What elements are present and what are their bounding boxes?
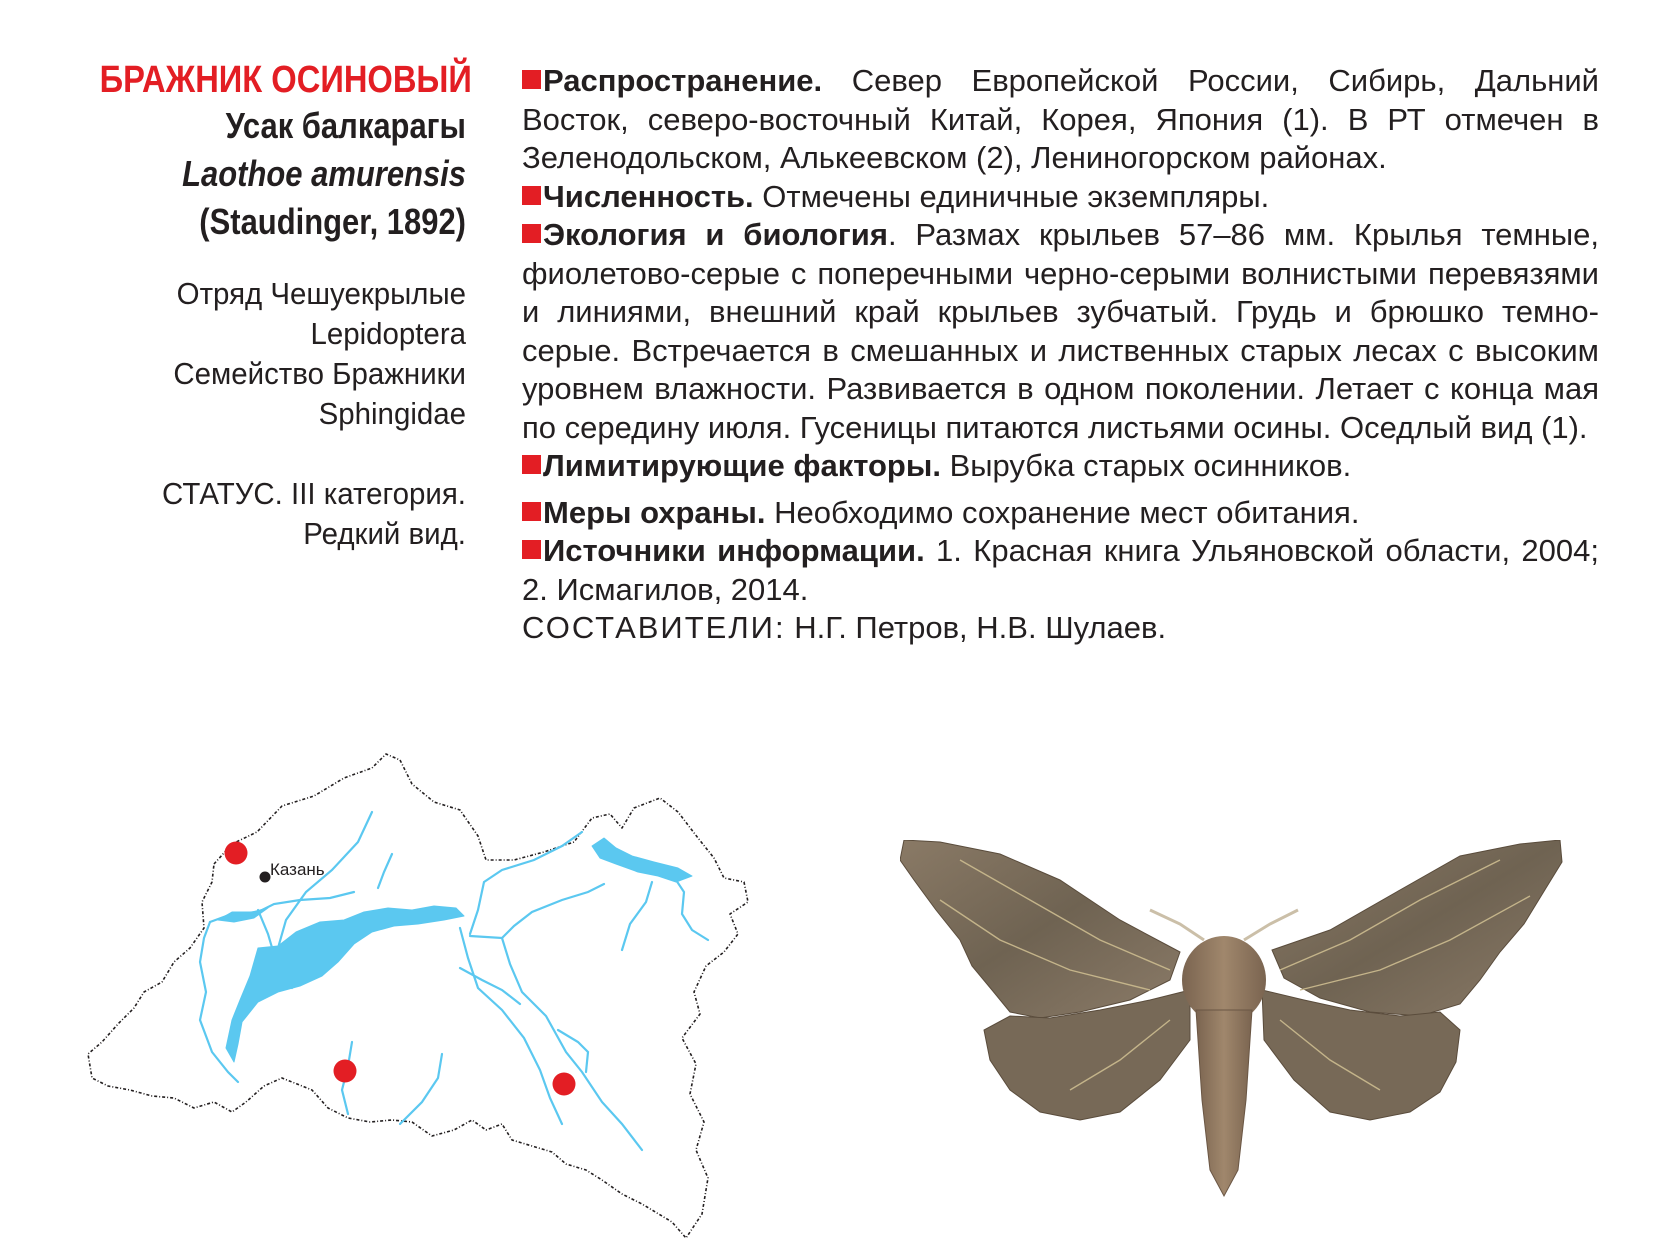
- section-marker-icon: [522, 502, 541, 521]
- status-block: [40, 474, 466, 554]
- species-description: [522, 62, 1599, 648]
- nizhnekamsk-reservoir: [592, 838, 692, 882]
- section-text: Север Европейской России, Сибирь, Дальний Восток, северо-восточный Китай, Корея, Япония (1). В РТ отмечен в Зеленодольском, Алькеевском (2), Лениногорском районах.: [522, 63, 1599, 175]
- section-text: Вырубка старых осинников.: [940, 448, 1352, 483]
- species-latin-name: Laothoe amurensis: [182, 153, 466, 194]
- taxonomy-block: [40, 274, 466, 434]
- river-zay: [502, 938, 642, 1150]
- city-label: Казань: [270, 860, 325, 879]
- river-small-2: [622, 882, 652, 950]
- river-sheshma: [460, 928, 562, 1124]
- right-antenna: [1244, 910, 1298, 940]
- section-sources: [522, 532, 1599, 609]
- order-russian: Отряд Чешуекрылые: [176, 276, 466, 311]
- status-description: Редкий вид.: [303, 516, 466, 551]
- section-text: Необходимо сохранение мест обитания.: [765, 494, 1360, 530]
- section-heading: Источники информации.: [543, 533, 925, 568]
- river-small-6: [558, 1030, 588, 1072]
- section-text: Отмечены единичные экземпляры.: [753, 178, 1270, 214]
- status-category: СТАТУС. III категория.: [162, 476, 466, 511]
- species-author: (Staudinger, 1892): [199, 201, 467, 242]
- section-heading: Численность.: [543, 178, 754, 214]
- section-marker-icon: [522, 540, 541, 559]
- section-heading: Меры охраны.: [543, 494, 766, 530]
- moth-illustration: [900, 840, 1600, 1240]
- section-protection: [522, 494, 1599, 533]
- authors-names: Н.Г. Петров, Н.В. Шулаев.: [785, 610, 1167, 645]
- section-marker-icon: [522, 224, 541, 243]
- species-title-tatar: Усак балкарагы: [225, 105, 466, 146]
- section-text: 1. Красная книга Ульяновской области, 2004; 2. Исмагилов, 2014.: [522, 533, 1599, 607]
- section-limiting-factors: [522, 447, 1599, 486]
- moth-svg: [900, 840, 1600, 1240]
- map-svg: [82, 752, 802, 1242]
- record-point: [553, 1073, 576, 1096]
- left-forewing: [900, 840, 1180, 1018]
- section-heading: Экология и биология: [543, 217, 888, 252]
- section-marker-icon: [522, 70, 541, 89]
- species-title-russian: БРАЖНИК ОСИНОВЫЙ: [99, 59, 472, 101]
- section-text: . Размах крыльев 57–86 мм. Крылья темные, фиолетово-серые с поперечными черно-серыми волнистыми перевязями и линиями, внешний край крыльев зубчатый. Грудь и брюшко темно-серые. Встречается в смешанных и лиственных старых лесах с высоким уровнем влажности. Развивается в одном поколении. Летает с конца мая по середину июля. Гусеницы питаются листьями осины. Оседлый вид (1).: [522, 217, 1599, 445]
- river-vyatka: [470, 832, 582, 934]
- river-kama-east: [470, 884, 604, 938]
- record-point: [225, 842, 248, 865]
- region-border: [88, 754, 748, 1238]
- section-abundance: [522, 178, 1599, 217]
- family-russian: Семейство Бражники: [173, 356, 466, 391]
- section-marker-icon: [522, 186, 541, 205]
- river-small-5: [400, 1054, 442, 1124]
- section-ecology: [522, 216, 1599, 447]
- section-distribution: [522, 62, 1599, 178]
- moth-abdomen: [1196, 1010, 1252, 1196]
- order-latin: Lepidoptera: [310, 316, 466, 351]
- section-authors: [522, 609, 1599, 648]
- river-small-1: [378, 854, 392, 888]
- right-forewing: [1272, 840, 1562, 1016]
- species-header: [40, 58, 472, 554]
- city-marker-icon: [260, 872, 271, 883]
- section-heading: Лимитирующие факторы.: [543, 448, 941, 483]
- distribution-map: [82, 752, 802, 1242]
- record-point: [334, 1060, 357, 1083]
- kuybyshev-reservoir: [226, 906, 464, 1062]
- section-heading: Распространение.: [543, 63, 823, 98]
- section-marker-icon: [522, 455, 541, 474]
- left-antenna: [1150, 910, 1204, 940]
- river-ik: [672, 874, 708, 940]
- family-latin: Sphingidae: [318, 396, 466, 431]
- authors-label: СОСТАВИТЕЛИ:: [522, 610, 786, 645]
